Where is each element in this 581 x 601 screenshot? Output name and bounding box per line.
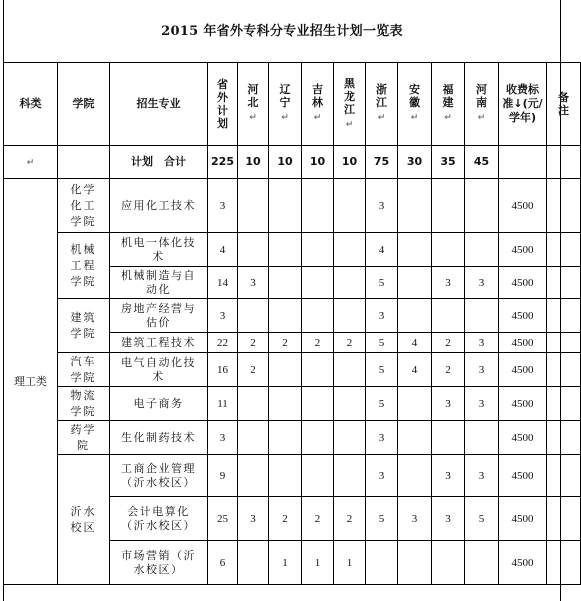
major-cell: 生化制药技术 <box>110 421 208 455</box>
major-cell: 机械制造与自动化 <box>110 267 208 299</box>
province-plan-cell <box>302 233 334 267</box>
province-plan-cell <box>302 421 334 455</box>
major-cell: 建筑工程技术 <box>110 333 208 353</box>
plan-total-cell: 4 <box>208 233 238 267</box>
note-cell <box>547 179 581 233</box>
total-fee <box>499 146 547 179</box>
fee-cell: 4500 <box>499 333 547 353</box>
province-plan-cell: 3 <box>238 267 269 299</box>
college-cell: 物流学院 <box>58 387 110 421</box>
province-plan-cell: 1 <box>334 541 366 585</box>
province-plan-cell: 2 <box>302 497 334 541</box>
plan-total-cell: 25 <box>208 497 238 541</box>
province-plan-cell: 2 <box>238 353 269 387</box>
fee-cell: 4500 <box>499 353 547 387</box>
province-plan-cell <box>398 233 432 267</box>
province-plan-cell <box>398 387 432 421</box>
province-plan-cell <box>334 387 366 421</box>
province-plan-cell: 3 <box>366 455 398 497</box>
total-province: 10 <box>302 146 334 179</box>
province-plan-cell <box>398 455 432 497</box>
title-band <box>4 0 560 63</box>
table-row <box>4 455 581 497</box>
major-cell: 机电一体化技术 <box>110 233 208 267</box>
province-plan-cell <box>334 233 366 267</box>
note-cell <box>547 233 581 267</box>
table-row <box>4 387 581 421</box>
plan-total-cell: 3 <box>208 421 238 455</box>
province-plan-cell <box>432 299 465 333</box>
province-plan-cell: 2 <box>269 333 302 353</box>
province-plan-cell: 3 <box>465 387 499 421</box>
plan-total-cell: 14 <box>208 267 238 299</box>
note-cell <box>547 267 581 299</box>
province-plan-cell: 1 <box>269 541 302 585</box>
province-plan-cell <box>334 353 366 387</box>
table-row <box>4 299 581 333</box>
province-plan-cell: 1 <box>302 541 334 585</box>
province-plan-cell: 2 <box>238 333 269 353</box>
header-province: 河北 ↵ <box>238 63 269 146</box>
note-cell <box>547 299 581 333</box>
header-province: 浙江 ↵ <box>366 63 398 146</box>
total-province: 75 <box>366 146 398 179</box>
header-province: 辽宁 ↵ <box>269 63 302 146</box>
major-cell: 应用化工技术 <box>110 179 208 233</box>
fee-cell: 4500 <box>499 497 547 541</box>
province-plan-cell: 3 <box>238 497 269 541</box>
plan-total-cell: 3 <box>208 299 238 333</box>
province-plan-cell <box>465 179 499 233</box>
header-note: 备注 <box>547 63 581 146</box>
note-cell <box>547 541 581 585</box>
fee-cell: 4500 <box>499 299 547 333</box>
province-plan-cell <box>302 299 334 333</box>
total-province: 10 <box>238 146 269 179</box>
province-plan-cell <box>269 179 302 233</box>
province-plan-cell <box>269 353 302 387</box>
province-plan-cell <box>302 267 334 299</box>
header-major: 招生专业 <box>110 63 208 146</box>
province-plan-cell: 3 <box>432 455 465 497</box>
note-cell <box>547 353 581 387</box>
province-plan-cell: 5 <box>366 267 398 299</box>
header-province: 吉林 ↵ <box>302 63 334 146</box>
total-label: 计划 合计 <box>110 146 208 179</box>
total-cell-mark <box>58 146 110 179</box>
province-plan-cell: 2 <box>334 497 366 541</box>
province-plan-cell <box>269 233 302 267</box>
province-plan-cell <box>269 455 302 497</box>
plan-total-cell: 6 <box>208 541 238 585</box>
province-plan-cell: 4 <box>398 353 432 387</box>
province-plan-cell: 3 <box>465 353 499 387</box>
header-province: 福建 ↵ <box>432 63 465 146</box>
province-plan-cell <box>334 455 366 497</box>
province-plan-cell: 3 <box>432 267 465 299</box>
table-row <box>4 179 581 233</box>
college-cell: 汽车学院 <box>58 353 110 387</box>
province-plan-cell <box>334 299 366 333</box>
province-plan-cell: 2 <box>302 333 334 353</box>
total-province: 10 <box>269 146 302 179</box>
header-fee: 收费标准↓(元/学年) <box>499 63 547 146</box>
college-cell: 化学化工学院 <box>58 179 110 233</box>
note-cell <box>547 497 581 541</box>
province-plan-cell <box>269 387 302 421</box>
province-plan-cell <box>238 179 269 233</box>
plan-total-cell: 22 <box>208 333 238 353</box>
province-plan-cell: 5 <box>366 353 398 387</box>
province-plan-cell: 2 <box>269 497 302 541</box>
header-province: 安徽 ↵ <box>398 63 432 146</box>
province-plan-cell: 3 <box>432 387 465 421</box>
plan-total-cell: 3 <box>208 179 238 233</box>
page-title: 2015 年省外专科分专业招生计划一览表 <box>161 24 403 39</box>
province-plan-cell <box>302 455 334 497</box>
fee-cell: 4500 <box>499 421 547 455</box>
province-plan-cell: 3 <box>465 455 499 497</box>
province-plan-cell: 5 <box>465 497 499 541</box>
province-plan-cell <box>465 541 499 585</box>
province-plan-cell <box>432 179 465 233</box>
header-college: 学院 <box>58 63 110 146</box>
province-plan-cell: 3 <box>366 299 398 333</box>
province-plan-cell <box>334 267 366 299</box>
province-plan-cell <box>238 299 269 333</box>
province-plan-cell <box>432 233 465 267</box>
province-plan-cell <box>398 421 432 455</box>
plan-total-cell: 11 <box>208 387 238 421</box>
category-cell: 理工类 <box>4 179 58 585</box>
province-plan-cell: 2 <box>432 333 465 353</box>
total-row <box>4 146 581 179</box>
province-plan-cell: 3 <box>366 179 398 233</box>
province-plan-cell <box>465 421 499 455</box>
province-plan-cell: 2 <box>334 333 366 353</box>
province-plan-cell <box>269 267 302 299</box>
total-note <box>547 146 581 179</box>
province-plan-cell <box>302 353 334 387</box>
table-row <box>4 233 581 267</box>
enrollment-plan-table <box>3 62 581 585</box>
province-plan-cell <box>302 387 334 421</box>
province-plan-cell: 3 <box>398 497 432 541</box>
province-plan-cell: 5 <box>366 497 398 541</box>
note-cell <box>547 455 581 497</box>
province-plan-cell <box>432 421 465 455</box>
college-cell: 建筑学院 <box>58 299 110 353</box>
province-plan-cell <box>432 541 465 585</box>
major-cell: 会计电算化（沂水校区） <box>110 497 208 541</box>
total-province: 30 <box>398 146 432 179</box>
province-plan-cell <box>398 179 432 233</box>
header-total-plan: 省外计划 <box>208 63 238 146</box>
header-province: 河南 ↵ <box>465 63 499 146</box>
major-cell: 电气自动化技术 <box>110 353 208 387</box>
table-row <box>4 421 581 455</box>
province-plan-cell: 4 <box>366 233 398 267</box>
fee-cell: 4500 <box>499 541 547 585</box>
province-plan-cell <box>465 299 499 333</box>
major-cell: 工商企业管理（沂水校区） <box>110 455 208 497</box>
major-cell: 电子商务 <box>110 387 208 421</box>
province-plan-cell <box>238 387 269 421</box>
total-province: 45 <box>465 146 499 179</box>
province-plan-cell <box>465 233 499 267</box>
province-plan-cell <box>269 421 302 455</box>
province-plan-cell <box>398 267 432 299</box>
major-cell: 市场营销（沂水校区） <box>110 541 208 585</box>
college-cell: 机械工程学院 <box>58 233 110 299</box>
province-plan-cell <box>238 455 269 497</box>
major-cell: 房地产经营与估价 <box>110 299 208 333</box>
province-plan-cell <box>398 299 432 333</box>
fee-cell: 4500 <box>499 233 547 267</box>
total-province: 10 <box>334 146 366 179</box>
total-province: 35 <box>432 146 465 179</box>
province-plan-cell <box>334 179 366 233</box>
note-cell <box>547 333 581 353</box>
total-cell-mark: ↵ <box>4 146 58 179</box>
fee-cell: 4500 <box>499 387 547 421</box>
province-plan-cell: 3 <box>366 421 398 455</box>
fee-cell: 4500 <box>499 455 547 497</box>
header-province: 黑龙江 ↵ <box>334 63 366 146</box>
province-plan-cell: 3 <box>432 497 465 541</box>
fee-cell: 4500 <box>499 267 547 299</box>
table-row <box>4 353 581 387</box>
note-cell <box>547 421 581 455</box>
province-plan-cell: 2 <box>432 353 465 387</box>
total-plan: 225 <box>208 146 238 179</box>
college-cell: 沂水校区 <box>58 455 110 585</box>
fee-cell: 4500 <box>499 179 547 233</box>
province-plan-cell <box>302 179 334 233</box>
province-plan-cell: 3 <box>465 267 499 299</box>
plan-total-cell: 16 <box>208 353 238 387</box>
province-plan-cell: 5 <box>366 387 398 421</box>
province-plan-cell <box>238 233 269 267</box>
header-category: 科类 <box>4 63 58 146</box>
province-plan-cell <box>366 541 398 585</box>
province-plan-cell: 4 <box>398 333 432 353</box>
note-cell <box>547 387 581 421</box>
plan-total-cell: 9 <box>208 455 238 497</box>
province-plan-cell: 5 <box>366 333 398 353</box>
province-plan-cell <box>398 541 432 585</box>
province-plan-cell <box>334 421 366 455</box>
province-plan-cell <box>238 541 269 585</box>
college-cell: 药学院 <box>58 421 110 455</box>
province-plan-cell <box>238 421 269 455</box>
header-row <box>4 63 581 146</box>
province-plan-cell: 3 <box>465 333 499 353</box>
province-plan-cell <box>269 299 302 333</box>
